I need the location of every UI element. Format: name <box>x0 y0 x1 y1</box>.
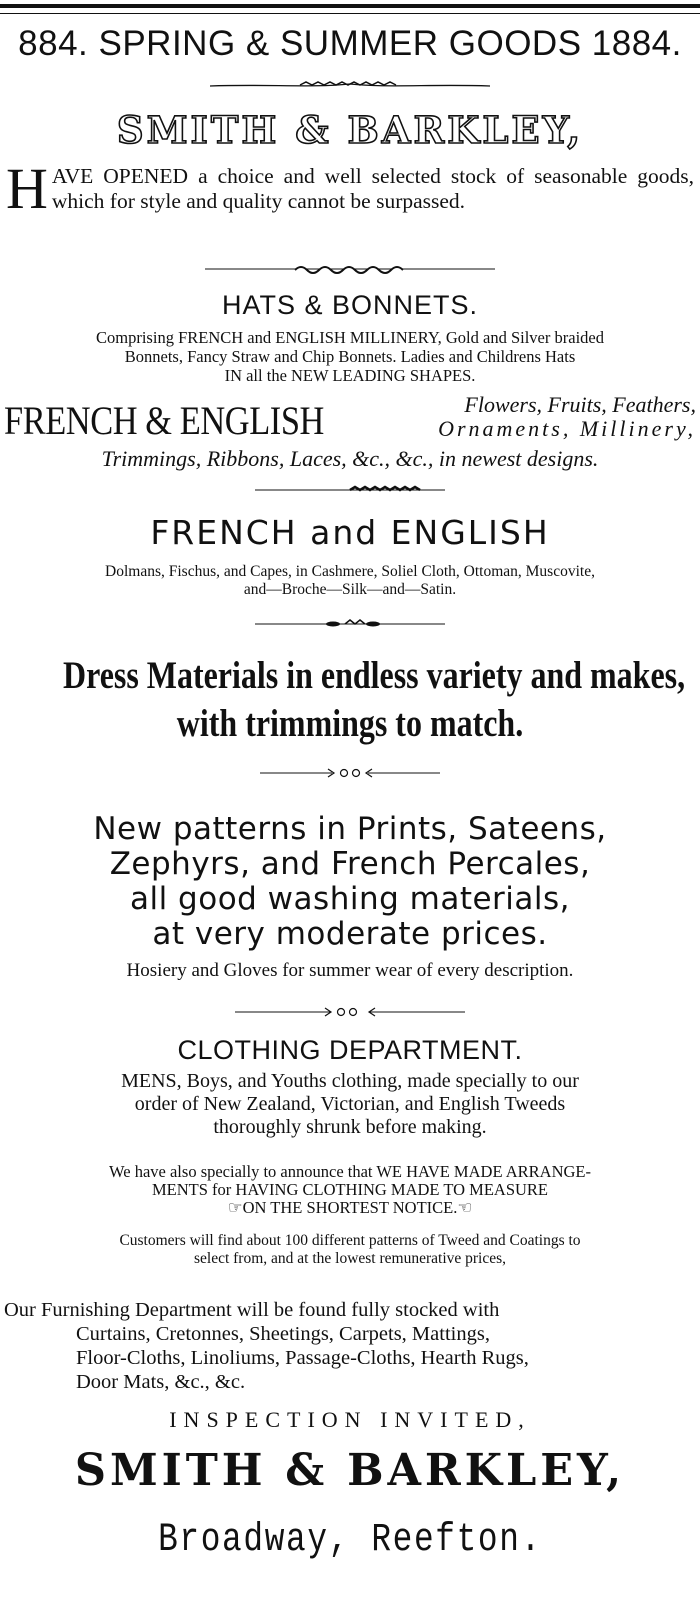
prints-line: Zephyrs, and French Percales, <box>109 846 591 882</box>
dress-materials <box>63 652 686 748</box>
furnishing-paragraph <box>4 1298 694 1394</box>
french-english-big: FRENCH & ENGLISH <box>4 398 324 443</box>
prints-line: all good washing materials, <box>129 881 571 917</box>
ornament-divider <box>0 766 700 780</box>
dress-line: with trimmings to match. <box>176 702 524 745</box>
ornament-divider <box>0 262 700 276</box>
goods-line: Ornaments, Millinery, <box>438 416 696 441</box>
header-title: 884. SPRING & SUMMER GOODS 1884. <box>18 24 682 63</box>
arrange-line: MENTS for HAVING CLOTHING MADE TO MEASURE <box>152 1180 548 1199</box>
french-english-body <box>0 563 700 599</box>
hats-line: Comprising FRENCH and ENGLISH MILLINERY, Gold and Silver braided <box>96 328 604 347</box>
trimmings-line: Trimmings, Ribbons, Laces, &c., &c., in newest designs. <box>101 446 599 471</box>
firm-name-bottom: SMITH & BARKLEY, <box>74 1445 626 1496</box>
dolmans-line: and—Broche—Silk—and—Satin. <box>243 581 457 598</box>
furnishing-line: Curtains, Cretonnes, Sheetings, Carpets, Mattings, <box>76 1323 490 1345</box>
clothing-heading: CLOTHING DEPARTMENT. <box>177 1035 523 1065</box>
firm-address: Broadway, Reefton. <box>158 1518 542 1563</box>
intro-dropcap: H <box>6 156 48 221</box>
ornament-divider <box>0 483 700 497</box>
dress-line: Dress Materials in endless variety and makes, <box>63 654 686 697</box>
inspection-invited: INSPECTION INVITED, <box>169 1407 531 1432</box>
french-english-heading: FRENCH and ENGLISH <box>150 513 550 552</box>
dolmans-line: Dolmans, Fischus, and Capes, in Cashmere, Soliel Cloth, Ottoman, Muscovite, <box>105 563 595 580</box>
prints-line: New patterns in Prints, Sateens, <box>93 811 607 847</box>
clothing-line: thoroughly shrunk before making. <box>213 1116 487 1138</box>
ornament-divider <box>0 78 700 92</box>
hats-line: Bonnets, Fancy Straw and Chip Bonnets. Ladies and Childrens Hats <box>124 347 576 366</box>
hats-line: IN all the NEW LEADING SHAPES. <box>224 366 476 385</box>
clothing-line: order of New Zealand, Victorian, and English Tweeds <box>134 1093 566 1115</box>
arrange-line: ☞ON THE SHORTEST NOTICE.☜ <box>227 1198 473 1217</box>
hats-heading: HATS & BONNETS. <box>221 290 479 320</box>
customers-line: Customers will find about 100 different patterns of Tweed and Coatings to <box>119 1232 581 1249</box>
prints-line: at very moderate prices. <box>152 916 548 952</box>
ornament-divider <box>0 1005 700 1019</box>
clothing-body <box>0 1070 700 1139</box>
ornament-divider <box>0 617 700 631</box>
furnishing-first-line: Our Furnishing Department will be found fully stocked with <box>4 1299 500 1321</box>
clothing-line: MENS, Boys, and Youths clothing, made specially to our <box>121 1070 579 1092</box>
intro-text: AVE OPENED a choice and well selected stock of seasonable goods, which for style and quality cannot be surpassed. <box>51 164 694 213</box>
goods-line: Flowers, Fruits, Feathers, <box>464 392 696 417</box>
french-english-goods <box>362 393 696 441</box>
intro-paragraph <box>6 156 694 221</box>
firm-name-top: SMITH & BARKLEY, <box>116 108 584 152</box>
arrangements-notice <box>0 1163 700 1217</box>
customers-notice <box>0 1232 700 1268</box>
furnishing-line: Floor-Cloths, Linoliums, Passage-Cloths, Hearth Rugs, <box>76 1347 529 1369</box>
hats-body <box>0 328 700 385</box>
furnishing-line: Door Mats, &c., &c. <box>76 1371 246 1393</box>
top-rule <box>0 4 700 14</box>
arrange-line: We have also specially to announce that WE HAVE MADE ARRANGE- <box>109 1162 591 1181</box>
customers-line: select from, and at the lowest remunerative prices, <box>193 1250 507 1267</box>
prints-paragraph <box>0 812 700 952</box>
hosiery-line: Hosiery and Gloves for summer wear of every description. <box>126 960 574 981</box>
